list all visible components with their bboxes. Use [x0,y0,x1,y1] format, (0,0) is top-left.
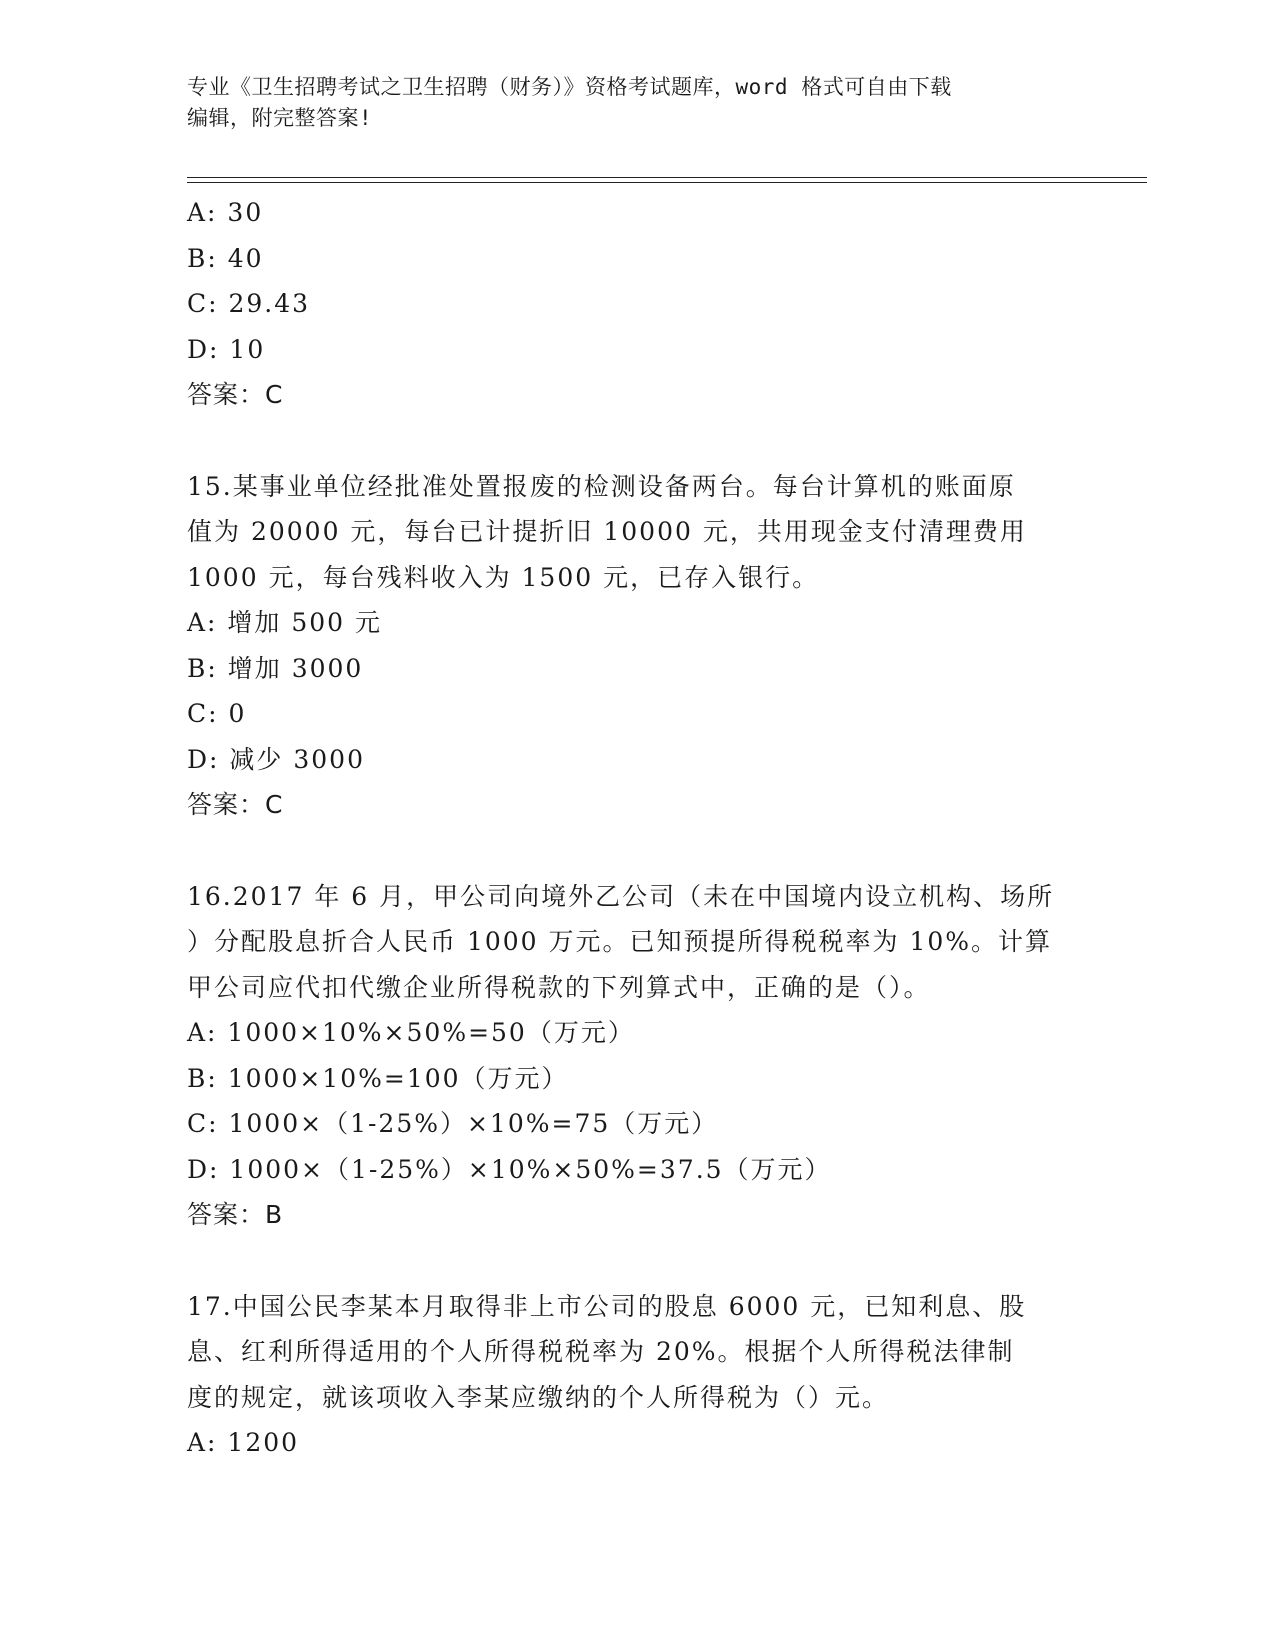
question-text-line: 甲公司应代扣代缴企业所得税款的下列算式中，正确的是（）。 [187,972,931,1002]
option-c: C: 1000×（1-25%）×10%=75（万元） [187,1109,719,1138]
option-b: B: 增加 3000 [187,653,364,683]
option-a: A: 30 [187,198,264,227]
question-14-tail [187,190,1087,418]
answer-line: 答案：B [187,1200,284,1229]
header-divider-bottom [187,182,1147,183]
option-c: C: 0 [187,699,247,728]
header-divider-top [187,177,1147,178]
question-text-line: 15.某事业单位经批准处置报废的检测设备两台。每台计算机的账面原 [187,471,1016,501]
option-a: A: 1000×10%×50%=50（万元） [187,1018,635,1047]
question-text-line: ）分配股息折合人民币 1000 万元。已知预提所得税税率为 10%。计算 [187,927,1053,956]
document-header [187,72,1087,134]
option-d: D: 10 [187,334,266,364]
option-a: A: 1200 [187,1428,300,1457]
answer-line: 答案：C [187,790,284,819]
option-a: A: 增加 500 元 [187,608,383,637]
header-line-2: 编辑，附完整答案! [187,106,373,130]
question-15 [187,464,1087,828]
header-line-1: 专业《卫生招聘考试之卫生招聘（财务）》资格考试题库，word 格式可自由下载 [187,75,952,99]
answer-line: 答案：C [187,380,284,409]
question-17 [187,1284,1087,1466]
question-text-line: 16.2017 年 6 月，甲公司向境外乙公司（未在中国境内设立机构、场所 [187,881,1055,911]
option-b: B: 40 [187,243,264,273]
option-d: D: 减少 3000 [187,744,365,774]
option-d: D: 1000×（1-25%）×10%×50%=37.5（万元） [187,1154,832,1184]
question-text-line: 17.中国公民李某本月取得非上市公司的股息 6000 元，已知利息、股 [187,1291,1027,1321]
question-16 [187,874,1087,1238]
option-c: C: 29.43 [187,289,311,318]
question-text-line: 1000 元，每台残料收入为 1500 元，已存入银行。 [187,562,820,592]
question-list [187,190,1087,1466]
question-text-line: 息、红利所得适用的个人所得税税率为 20%。根据个人所得税法律制 [187,1337,1015,1366]
question-text-line: 度的规定，就该项收入李某应缴纳的个人所得税为（）元。 [187,1382,890,1412]
question-text-line: 值为 20000 元，每台已计提折旧 10000 元，共用现金支付清理费用 [187,517,1027,546]
option-b: B: 1000×10%=100（万元） [187,1063,569,1093]
